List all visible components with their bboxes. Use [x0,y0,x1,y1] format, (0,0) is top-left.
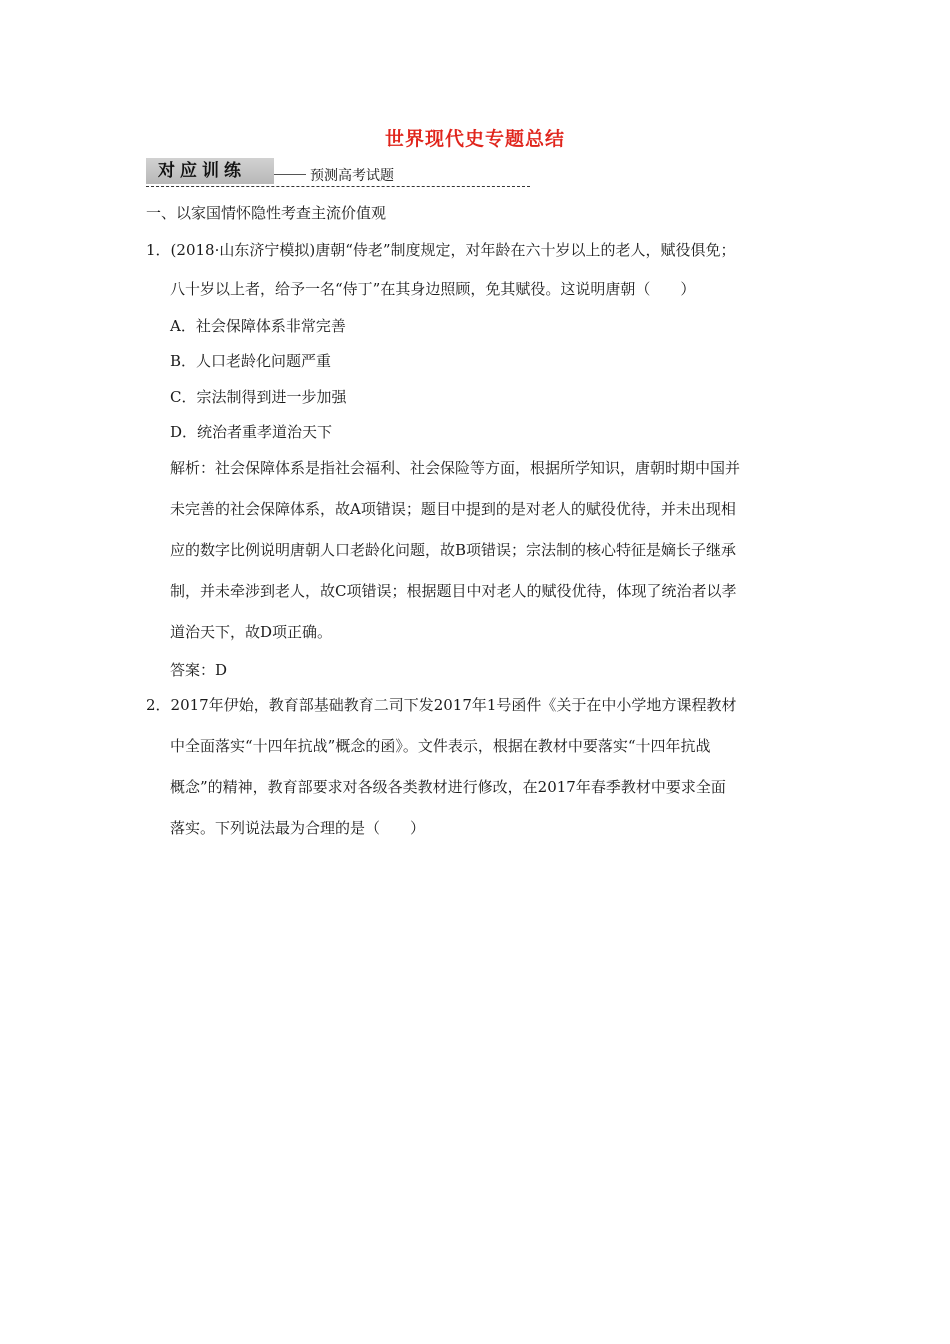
q1-analysis-line-2: 未完善的社会保障体系，故A项错误；题目中提到的是对老人的赋役优待，并未出现相 [170,500,736,518]
banner-dashed-rule [146,186,530,187]
q2-stem-line-1: 2．2017年伊始，教育部基础教育二司下发2017年1号函件《关于在中小学地方课程教材 [146,696,737,714]
banner-subtitle: 预测高考试题 [310,168,394,184]
q1-option-b: B．人口老龄化问题严重 [170,352,332,370]
q1-option-a: A．社会保障体系非常完善 [170,317,346,335]
q1-analysis-line-4: 制，并未牵涉到老人，故C项错误；根据题目中对老人的赋役优待，体现了统治者以孝 [170,582,737,600]
banner-connector [274,174,306,175]
q1-option-c: C．宗法制得到进一步加强 [170,388,347,406]
document-title: 世界现代史专题总结 [384,128,565,150]
q1-analysis-line-5: 道治天下，故D项正确。 [170,623,333,641]
section-heading: 一、以家国情怀隐性考查主流价值观 [146,204,387,222]
q2-stem-line-2: 中全面落实“十四年抗战”概念的函》。文件表示，根据在教材中要落实“十四年抗战 [170,737,711,755]
q1-stem-line-2: 八十岁以上者，给予一名“侍丁”在其身边照顾，免其赋役。这说明唐朝（ ） [170,280,696,298]
banner-tag: 对应训练 [146,158,274,184]
q1-option-d: D．统治者重孝道治天下 [170,423,333,441]
q1-answer: 答案：D [170,661,228,679]
q1-analysis-line-3: 应的数字比例说明唐朝人口老龄化问题，故B项错误；宗法制的核心特征是嫡长子继承 [170,541,737,559]
q2-stem-line-4: 落实。下列说法最为合理的是（ ） [170,819,426,837]
q1-analysis-line-1: 解析：社会保障体系是指社会福利、社会保险等方面，根据所学知识，唐朝时期中国并 [170,459,741,477]
practice-banner [146,158,530,188]
q2-stem-line-3: 概念”的精神，教育部要求对各级各类教材进行修改，在2017年春季教材中要求全面 [170,778,726,796]
q1-stem-line-1: 1．(2018·山东济宁模拟)唐朝“侍老”制度规定，对年龄在六十岁以上的老人，赋役俱免； [146,241,736,259]
